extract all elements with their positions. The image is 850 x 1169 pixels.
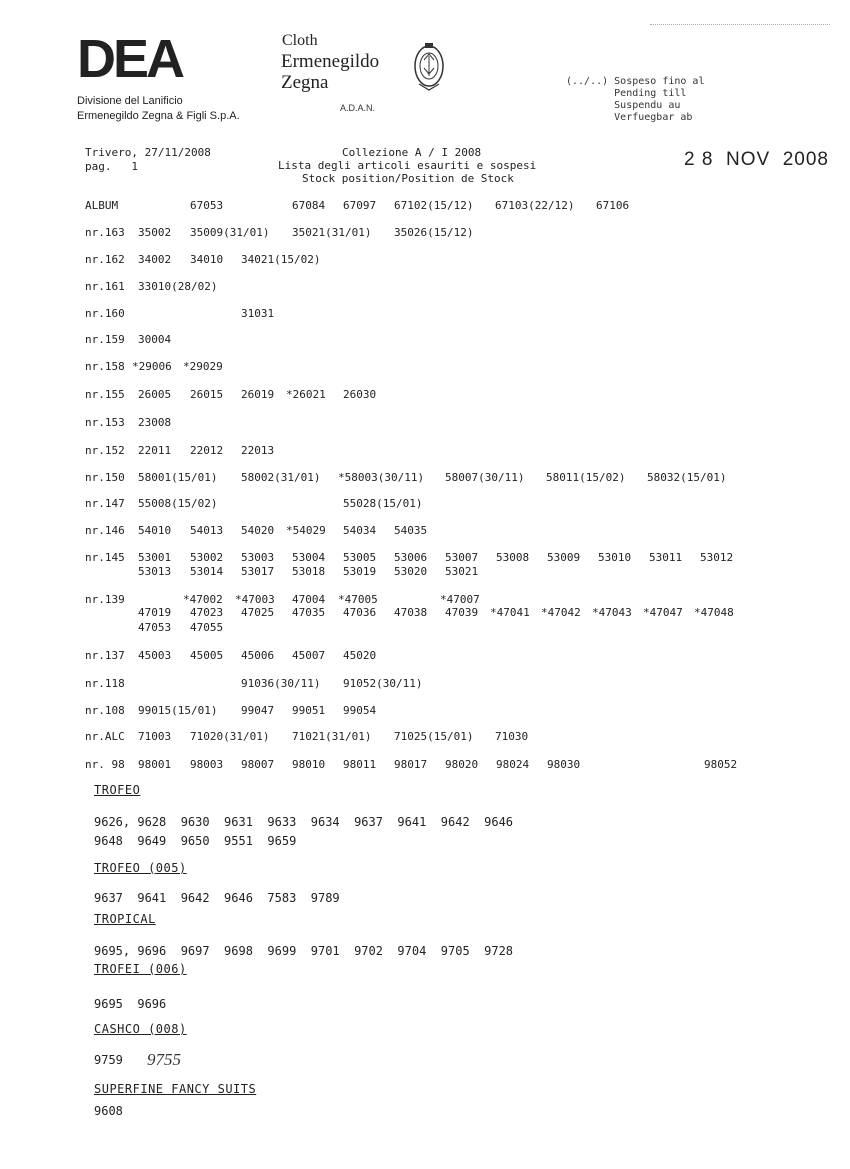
row-label: nr.139: [85, 593, 125, 606]
division-line1: Divisione del Lanificio: [77, 95, 183, 107]
row-label: nr.ALC: [85, 730, 125, 743]
article-code: 53002: [190, 551, 224, 564]
article-code: 47004: [292, 593, 326, 606]
article-code: *47042: [541, 606, 581, 619]
article-code: 34010: [190, 253, 224, 266]
row-label: nr.147: [85, 497, 125, 510]
article-code: 47019: [138, 606, 172, 619]
article-code: 98024: [496, 758, 530, 771]
row-label: nr.146: [85, 524, 125, 537]
article-code: 54010: [138, 524, 172, 537]
article-code: 26030: [343, 388, 377, 401]
article-code: 98003: [190, 758, 224, 771]
article-code: 58001(15/01): [138, 471, 218, 484]
article-code: 53008: [496, 551, 530, 564]
handwritten-note: 9755: [147, 1050, 181, 1069]
article-code: 67097: [343, 199, 377, 212]
article-code: 98010: [292, 758, 326, 771]
article-code: 53011: [649, 551, 683, 564]
article-code: 71030: [495, 730, 529, 743]
brand-sub: A.D.A.N.: [340, 103, 376, 113]
article-code: 99054: [343, 704, 377, 717]
row-label: nr.153: [85, 416, 125, 429]
article-code: *58003(30/11): [338, 471, 425, 484]
page-label: pag.: [85, 160, 112, 173]
article-code: 54020: [241, 524, 275, 537]
row-label: nr.108: [85, 704, 125, 717]
article-code: 53009: [547, 551, 581, 564]
article-code: *54029: [286, 524, 326, 537]
row-label: nr.158: [85, 360, 125, 373]
article-code: 58002(31/01): [241, 471, 321, 484]
page-indicator: [85, 160, 138, 173]
article-code: 98007: [241, 758, 275, 771]
row-label: nr.152: [85, 444, 125, 457]
article-code: 47055: [190, 621, 224, 634]
article-code: 45020: [343, 649, 377, 662]
article-code: 47036: [343, 606, 377, 619]
article-code: 53012: [700, 551, 734, 564]
article-code: 30004: [138, 333, 172, 346]
article-code: 54013: [190, 524, 224, 537]
article-code: 35021(31/01): [292, 226, 372, 239]
article-code: 71021(31/01): [292, 730, 372, 743]
article-code: 47038: [394, 606, 428, 619]
article-code: 98011: [343, 758, 377, 771]
article-code: *47041: [490, 606, 530, 619]
article-code: 98052: [704, 758, 738, 771]
article-code: 53010: [598, 551, 632, 564]
page-number: 1: [131, 160, 138, 173]
article-code: *47002: [183, 593, 223, 606]
article-code: *29006: [132, 360, 172, 373]
section-values: 9626, 9628 9630 9631 9633 9634 9637 9641 9642 9646: [94, 815, 514, 829]
article-code: 34021(15/02): [241, 253, 321, 266]
article-code: 54034: [343, 524, 377, 537]
article-code: 67102(15/12): [394, 199, 474, 212]
article-code: 98030: [547, 758, 581, 771]
date-stamp: 2 8 NOV 2008: [684, 149, 829, 170]
article-code: 71020(31/01): [190, 730, 270, 743]
section-values: 9648 9649 9650 9551 9659: [94, 834, 297, 848]
article-code: 26015: [190, 388, 224, 401]
article-code: 71003: [138, 730, 172, 743]
article-code: 53014: [190, 565, 224, 578]
article-code: 45006: [241, 649, 275, 662]
article-code: 23008: [138, 416, 172, 429]
article-code: 33010(28/02): [138, 280, 218, 293]
article-code: 53018: [292, 565, 326, 578]
division-line2: Ermenegildo Zegna & Figli S.p.A.: [77, 110, 240, 122]
article-code: 58032(15/01): [647, 471, 727, 484]
row-label: nr.159: [85, 333, 125, 346]
row-label: nr.161: [85, 280, 125, 293]
article-code: *47003: [235, 593, 275, 606]
row-label: nr.150: [85, 471, 125, 484]
status-legend: (../..) Sospeso fino al Pending till Suspendu au Verfuegbar ab: [566, 76, 705, 123]
article-code: 67103(22/12): [495, 199, 575, 212]
place-date: Trivero, 27/11/2008: [85, 146, 211, 159]
article-code: *26021: [286, 388, 326, 401]
section-values: 9759: [94, 1053, 123, 1067]
article-code: 98017: [394, 758, 428, 771]
article-code: *29029: [183, 360, 223, 373]
section-values: 9608: [94, 1104, 123, 1118]
article-code: *47048: [694, 606, 734, 619]
article-code: 47039: [445, 606, 479, 619]
article-code: 98001: [138, 758, 172, 771]
zegna-crest-icon: [412, 40, 446, 92]
article-code: *47043: [592, 606, 632, 619]
article-code: 26005: [138, 388, 172, 401]
row-label: ALBUM: [85, 199, 119, 212]
article-code: 53003: [241, 551, 275, 564]
row-label: nr.163: [85, 226, 125, 239]
article-code: 55028(15/01): [343, 497, 423, 510]
article-code: 99051: [292, 704, 326, 717]
section-title: TROFEO (005): [94, 861, 187, 875]
article-code: 55008(15/02): [138, 497, 218, 510]
row-label: nr.118: [85, 677, 125, 690]
article-code: 35002: [138, 226, 172, 239]
stock-title: Stock position/Position de Stock: [302, 172, 514, 185]
article-code: 26019: [241, 388, 275, 401]
section-values: 9695, 9696 9697 9698 9699 9701 9702 9704 9705 9728: [94, 944, 514, 958]
section-title: TROFEI (006): [94, 962, 187, 976]
scan-artifact: [650, 24, 830, 26]
article-code: 22013: [241, 444, 275, 457]
article-code: 22012: [190, 444, 224, 457]
article-code: 53020: [394, 565, 428, 578]
article-code: 58011(15/02): [546, 471, 626, 484]
article-code: 34002: [138, 253, 172, 266]
section-values: 9695 9696: [94, 997, 167, 1011]
row-label: nr.160: [85, 307, 125, 320]
article-code: 99015(15/01): [138, 704, 218, 717]
article-code: 45007: [292, 649, 326, 662]
brand-name2: Zegna: [281, 72, 329, 93]
section-title: TROFEO: [94, 783, 141, 797]
article-code: 67084: [292, 199, 326, 212]
article-code: 35009(31/01): [190, 226, 270, 239]
article-code: 47035: [292, 606, 326, 619]
collection-title: Collezione A / I 2008: [342, 146, 482, 159]
article-code: 53017: [241, 565, 275, 578]
article-code: 45003: [138, 649, 172, 662]
list-title: Lista degli articoli esauriti e sospesi: [278, 159, 537, 172]
article-code: 47023: [190, 606, 224, 619]
article-code: 67053: [190, 199, 224, 212]
article-code: 47053: [138, 621, 172, 634]
section-title: SUPERFINE FANCY SUITS: [94, 1082, 257, 1096]
article-code: 53004: [292, 551, 326, 564]
article-code: *47005: [338, 593, 378, 606]
article-code: 47025: [241, 606, 275, 619]
article-code: 91036(30/11): [241, 677, 321, 690]
article-code: 53019: [343, 565, 377, 578]
article-code: 53006: [394, 551, 428, 564]
article-code: 91052(30/11): [343, 677, 423, 690]
article-code: *47047: [643, 606, 683, 619]
article-code: 67106: [596, 199, 630, 212]
dea-logo: DEA: [77, 29, 183, 89]
article-code: 53007: [445, 551, 479, 564]
article-code: 58007(30/11): [445, 471, 525, 484]
brand-cloth: Cloth: [282, 32, 318, 49]
article-code: *47007: [440, 593, 480, 606]
article-code: 99047: [241, 704, 275, 717]
article-code: 54035: [394, 524, 428, 537]
article-code: 71025(15/01): [394, 730, 474, 743]
row-label: nr. 98: [85, 758, 125, 771]
article-code: 22011: [138, 444, 172, 457]
article-code: 98020: [445, 758, 479, 771]
brand-name1: Ermenegildo: [281, 51, 380, 72]
section-title: TROPICAL: [94, 912, 156, 926]
row-label: nr.162: [85, 253, 125, 266]
article-code: 53021: [445, 565, 479, 578]
article-code: 45005: [190, 649, 224, 662]
article-code: 53001: [138, 551, 172, 564]
section-title: CASHCO (008): [94, 1022, 187, 1036]
article-code: 35026(15/12): [394, 226, 474, 239]
row-label: nr.145: [85, 551, 125, 564]
article-code: 53013: [138, 565, 172, 578]
row-label: nr.137: [85, 649, 125, 662]
article-code: 31031: [241, 307, 275, 320]
row-label: nr.155: [85, 388, 125, 401]
article-code: 53005: [343, 551, 377, 564]
section-values: 9637 9641 9642 9646 7583 9789: [94, 891, 340, 905]
